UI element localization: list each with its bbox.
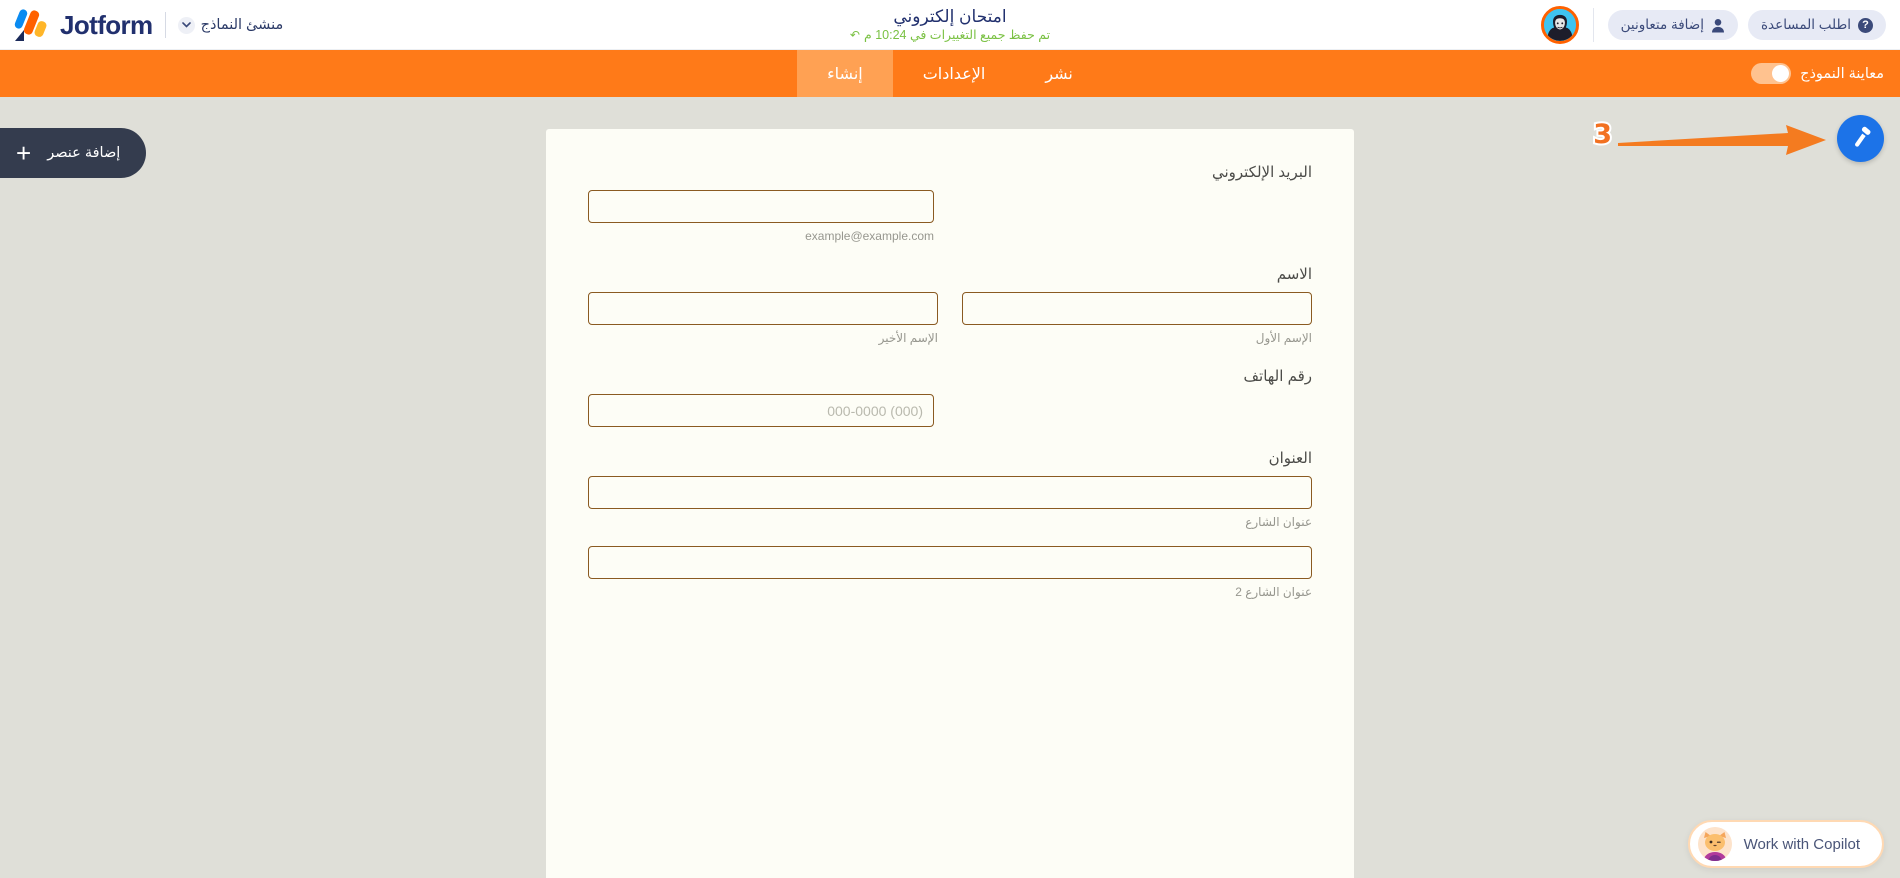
person-icon — [1711, 18, 1725, 33]
help-button-label: اطلب المساعدة — [1760, 17, 1851, 32]
street-address-2-input[interactable] — [588, 546, 1312, 579]
name-first-group — [962, 292, 1312, 345]
nav-tabs — [0, 50, 1900, 97]
street-address-hint: عنوان الشارع — [1245, 515, 1312, 529]
help-button[interactable] — [1748, 10, 1886, 40]
field-email[interactable] — [588, 163, 1312, 243]
address-line2-group — [588, 546, 1312, 599]
add-element-label: إضافة عنصر — [47, 145, 121, 161]
undo-icon[interactable]: ↶ — [849, 28, 860, 42]
last-name-hint: الإسم الأخير — [878, 331, 938, 345]
field-email-hint: example@example.com — [805, 229, 934, 243]
field-email-label: البريد الإلكتروني — [1211, 164, 1312, 181]
field-phone[interactable] — [588, 367, 1312, 427]
jotform-logo-icon[interactable] — [14, 8, 48, 42]
field-name-label: الاسم — [1276, 266, 1312, 283]
preview-form-label: معاينة النموذج — [1800, 65, 1884, 82]
question-mark-icon: ? — [1858, 18, 1873, 33]
preview-form-toggle[interactable] — [1751, 63, 1791, 84]
work-with-copilot-button[interactable] — [1688, 820, 1884, 868]
name-row — [588, 292, 1312, 345]
form-designer-button[interactable] — [1837, 115, 1884, 162]
arrow-right-icon — [1618, 125, 1828, 157]
brand-zone — [14, 0, 283, 50]
street-address-2-hint: عنوان الشارع 2 — [1235, 585, 1312, 599]
page-title: امتحان إلكتروني — [893, 7, 1007, 26]
copilot-label: Work with Copilot — [1743, 835, 1860, 853]
header-divider — [1593, 8, 1594, 42]
add-collaborators-button[interactable] — [1608, 10, 1738, 40]
address-line1-group — [588, 476, 1312, 529]
email-input[interactable] — [588, 190, 934, 223]
avatar[interactable] — [1541, 6, 1579, 44]
save-status-text: تم حفظ جميع التغييرات في 10:24 م — [863, 28, 1051, 42]
form-creator-menu[interactable] — [178, 17, 284, 34]
field-name[interactable] — [588, 265, 1312, 345]
field-address-label: العنوان — [1268, 450, 1312, 467]
paint-roller-icon — [1849, 125, 1873, 152]
save-status — [850, 27, 1050, 43]
tab-publish[interactable]: نشر — [1015, 50, 1103, 97]
plus-icon: + — [16, 138, 32, 168]
tab-build[interactable]: إنشاء — [797, 50, 893, 97]
main-navbar — [0, 50, 1900, 97]
workspace — [0, 97, 1900, 878]
brand-name[interactable]: Jotform — [60, 9, 153, 40]
name-last-group — [588, 292, 938, 345]
step-number-badge: 3 — [1593, 119, 1612, 150]
last-name-input[interactable] — [588, 292, 938, 325]
chevron-down-icon[interactable] — [178, 17, 195, 34]
header-actions — [1541, 0, 1886, 50]
street-address-input[interactable] — [588, 476, 1312, 509]
first-name-input[interactable] — [962, 292, 1312, 325]
phone-input[interactable] — [588, 394, 934, 427]
field-address[interactable] — [588, 449, 1312, 599]
field-phone-label: رقم الهاتف — [1243, 368, 1312, 385]
form-creator-label: منشئ النماذج — [200, 17, 284, 33]
add-collaborators-label: إضافة متعاونين — [1620, 17, 1704, 32]
form-preview-card — [546, 129, 1354, 878]
tab-settings[interactable]: الإعدادات — [893, 50, 1016, 97]
brand-divider — [165, 12, 166, 38]
top-header — [0, 0, 1900, 50]
preview-form-control — [1751, 50, 1884, 97]
cat-avatar-icon — [1698, 827, 1732, 861]
first-name-hint: الإسم الأول — [1255, 331, 1312, 345]
add-element-button[interactable] — [0, 128, 146, 178]
